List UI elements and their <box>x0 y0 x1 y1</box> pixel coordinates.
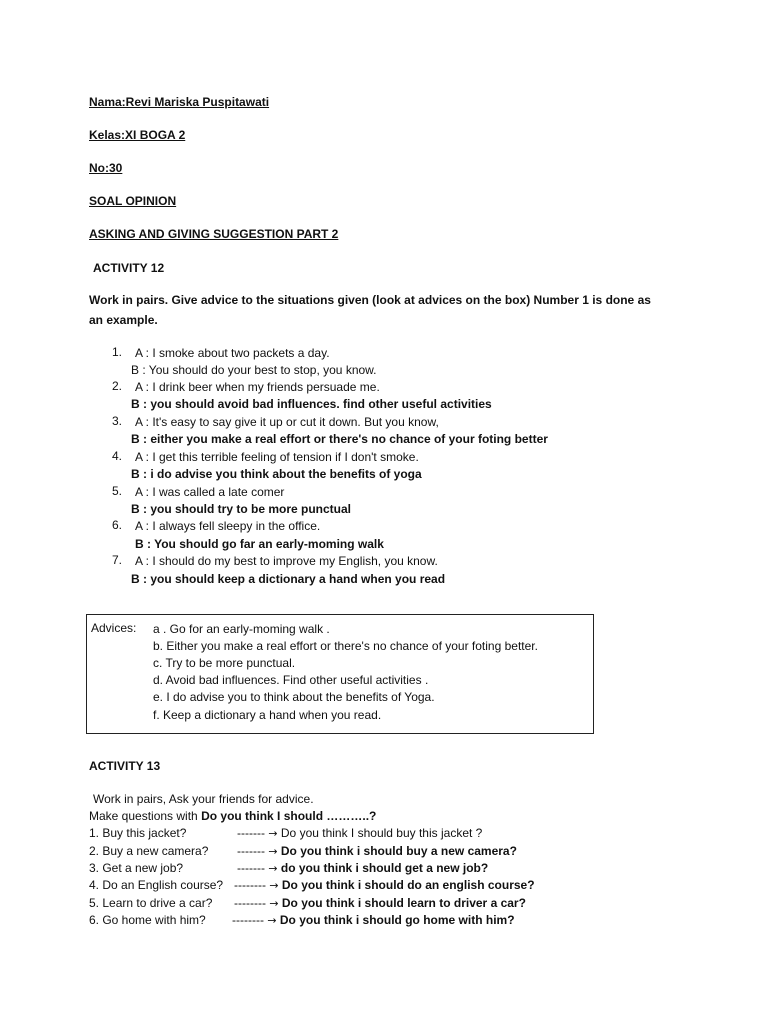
dashes: -------- <box>234 896 266 910</box>
answer-text: Do you think i should learn to driver a car? <box>281 896 526 910</box>
advice-item: a . Go for an early-moming walk . <box>153 622 330 636</box>
speaker-b-line: B : you should avoid bad influences. find other useful activities <box>131 397 492 411</box>
speaker-a-line: A : I was called a late comer <box>135 485 285 499</box>
topic-title: ASKING AND GIVING SUGGESTION PART 2 <box>89 227 339 241</box>
activity-13-title: ACTIVITY 13 <box>89 759 161 773</box>
student-class: Kelas:XI BOGA 2 <box>89 128 186 142</box>
item-number: 7. <box>111 553 122 567</box>
question-prompt: 2. Buy a new camera? <box>89 844 209 858</box>
speaker-a-line: A : I always fell sleepy in the office. <box>135 519 321 533</box>
student-name: Nama:Revi Mariska Puspitawati <box>89 95 270 109</box>
dashes: -------- <box>232 913 264 927</box>
answer-line <box>234 877 535 894</box>
arrow-right-icon: → <box>268 827 278 840</box>
advice-item: c. Try to be more punctual. <box>153 656 296 670</box>
question-prompt: 6. Go home with him? <box>89 913 206 927</box>
item-number: 2. <box>111 379 122 393</box>
activity-13-instruction: Work in pairs, Ask your friends for advice. <box>93 792 314 806</box>
speaker-a-line: A : I get this terrible feeling of tension if I don't smoke. <box>135 450 419 464</box>
speaker-b-line: B : you should keep a dictionary a hand when you read <box>131 572 446 586</box>
speaker-a-line: A : It's easy to say give it up or cut it down. But you know, <box>135 415 439 429</box>
advices-box <box>86 614 594 734</box>
advice-item: e. I do advise you to think about the benefits of Yoga. <box>153 690 435 704</box>
item-number: 6. <box>111 518 122 532</box>
question-prompt: 4. Do an English course? <box>89 878 224 892</box>
arrow-right-icon: → <box>269 879 279 892</box>
answer-text: do you think i should get a new job? <box>280 861 489 875</box>
instruction-question-pattern: Do you think I should ………..? <box>201 809 377 823</box>
dashes: ------- <box>237 861 265 875</box>
speaker-b-line: B : you should try to be more punctual <box>131 502 352 516</box>
answer-line <box>237 825 482 842</box>
arrow-right-icon: → <box>268 862 278 875</box>
question-prompt: 5. Learn to drive a car? <box>89 896 213 910</box>
answer-line <box>232 912 515 929</box>
arrow-right-icon: → <box>269 897 279 910</box>
advices-label: Advices: <box>91 621 137 635</box>
speaker-b-line: B : You should go far an early-moming walk <box>135 537 384 551</box>
dashes: -------- <box>234 878 266 892</box>
activity-12-instruction: Work in pairs. Give advice to the situations given (look at advices on the box) Number 1 is done as <box>89 293 651 307</box>
answer-text: Do you think i should buy a new camera? <box>280 844 517 858</box>
speaker-b-line: B : either you make a real effort or there's no chance of your foting better <box>131 432 548 446</box>
advice-item: d. Avoid bad influences. Find other useful activities . <box>153 673 429 687</box>
speaker-a-line: A : I should do my best to improve my English, you know. <box>135 554 438 568</box>
answer-line <box>234 895 526 912</box>
question-prompt: 3. Get a new job? <box>89 861 184 875</box>
item-number: 4. <box>111 449 122 463</box>
activity-12-title: ACTIVITY 12 <box>93 261 165 275</box>
item-number: 5. <box>111 484 122 498</box>
answer-line <box>237 843 517 860</box>
answer-line <box>237 860 488 877</box>
activity-13-instruction-cont <box>89 808 376 824</box>
dashes: ------- <box>237 844 265 858</box>
question-prompt: 1. Buy this jacket? <box>89 826 187 840</box>
speaker-b-line: B : i do advise you think about the benefits of yoga <box>131 467 422 481</box>
answer-text: Do you think i should do an english course? <box>281 878 535 892</box>
speaker-b-line: B : You should do your best to stop, you know. <box>131 363 377 377</box>
answer-text: Do you think I should buy this jacket ? <box>280 826 483 840</box>
advice-item: f. Keep a dictionary a hand when you read. <box>153 708 382 722</box>
dashes: ------- <box>237 826 265 840</box>
instruction-prefix: Make questions with <box>89 809 202 823</box>
arrow-right-icon: → <box>267 914 277 927</box>
speaker-a-line: A : I drink beer when my friends persuade me. <box>135 380 380 394</box>
activity-12-instruction-cont: an example. <box>89 313 158 327</box>
item-number: 1. <box>111 345 122 359</box>
subject-title: SOAL OPINION <box>89 194 177 208</box>
answer-text: Do you think i should go home with him? <box>279 913 515 927</box>
arrow-right-icon: → <box>268 845 278 858</box>
student-number: No:30 <box>89 161 123 175</box>
speaker-a-line: A : I smoke about two packets a day. <box>135 346 330 360</box>
advice-item: b. Either you make a real effort or there's no chance of your foting better. <box>153 639 538 653</box>
item-number: 3. <box>111 414 122 428</box>
